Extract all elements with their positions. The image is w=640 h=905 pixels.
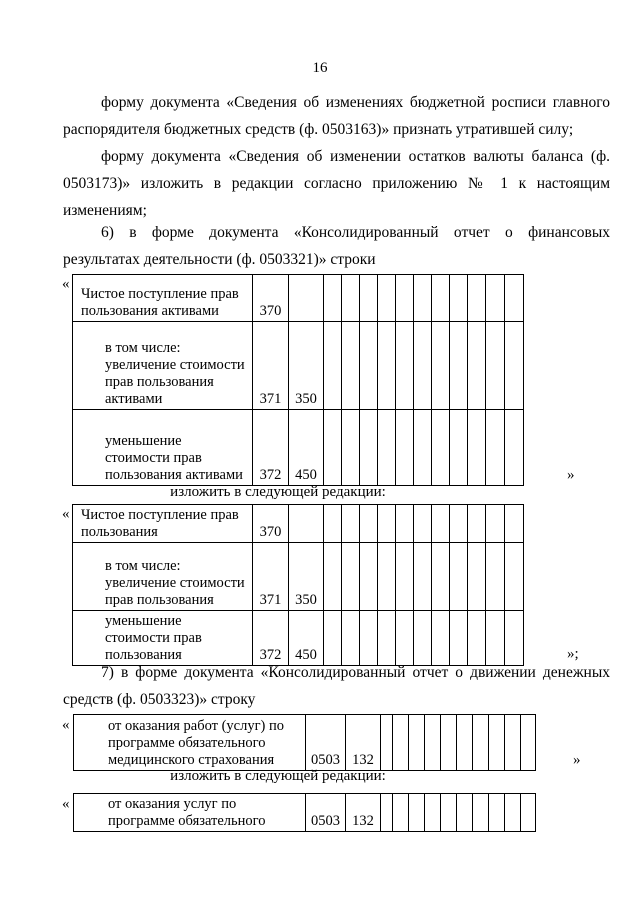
table-1-old bbox=[72, 274, 524, 486]
empty-cell bbox=[342, 322, 360, 410]
row-kosgu-code bbox=[289, 275, 324, 322]
empty-cell bbox=[432, 322, 450, 410]
empty-cell bbox=[432, 505, 450, 543]
empty-cell bbox=[396, 322, 414, 410]
empty-cell bbox=[378, 410, 396, 486]
table-row bbox=[73, 322, 524, 410]
empty-cell bbox=[414, 505, 432, 543]
quote-close: » bbox=[573, 752, 581, 768]
row-line-code: 371 bbox=[253, 322, 289, 410]
empty-cell bbox=[486, 410, 505, 486]
row-code-2: 132 bbox=[346, 715, 381, 771]
empty-cell bbox=[468, 275, 486, 322]
table-row bbox=[74, 715, 536, 771]
row-code-1: 0503 bbox=[306, 794, 346, 832]
empty-cell bbox=[360, 611, 378, 666]
row-label: Чистое поступление прав пользования активами bbox=[73, 275, 253, 322]
table-row bbox=[73, 410, 524, 486]
empty-cell bbox=[486, 275, 505, 322]
row-label: в том числе: увеличение стоимости прав пользования активами bbox=[73, 322, 253, 410]
empty-cell bbox=[450, 505, 468, 543]
empty-cell bbox=[486, 505, 505, 543]
quote-open: « bbox=[62, 506, 70, 522]
empty-cell bbox=[396, 505, 414, 543]
empty-cell bbox=[505, 611, 524, 666]
row-label: от оказания работ (услуг) по программе обязательного медицинского страхования bbox=[74, 715, 306, 771]
empty-cell bbox=[342, 505, 360, 543]
empty-cell bbox=[450, 322, 468, 410]
row-label: уменьшение стоимости прав пользования bbox=[73, 611, 253, 666]
table-row bbox=[73, 505, 524, 543]
row-line-code: 370 bbox=[253, 505, 289, 543]
row-kosgu-code: 450 bbox=[289, 611, 324, 666]
empty-cell bbox=[378, 505, 396, 543]
empty-cell bbox=[505, 505, 524, 543]
page-number: 16 bbox=[312, 60, 328, 76]
empty-cell bbox=[324, 611, 342, 666]
table-2-new bbox=[73, 793, 536, 832]
empty-cell bbox=[432, 543, 450, 611]
empty-cell bbox=[378, 275, 396, 322]
quote-open: « bbox=[62, 276, 70, 292]
empty-cell bbox=[450, 410, 468, 486]
row-line-code: 371 bbox=[253, 543, 289, 611]
quote-open: « bbox=[62, 717, 70, 733]
row-kosgu-code: 450 bbox=[289, 410, 324, 486]
empty-cell bbox=[342, 543, 360, 611]
row-line-code: 370 bbox=[253, 275, 289, 322]
paragraph-4: 7) в форме документа «Консолидированный отчет о движении денежных средств (ф. 0503323)» строку bbox=[63, 664, 610, 708]
empty-cell bbox=[414, 410, 432, 486]
paragraph-2: форму документа «Сведения об изменении остатков валюты баланса (ф. 0503173)» изложить в редакции согласно приложению № 1 к настоящим изменениям; bbox=[63, 148, 610, 219]
empty-cell bbox=[360, 275, 378, 322]
row-label: Чистое поступление прав пользования bbox=[73, 505, 253, 543]
empty-cell bbox=[414, 611, 432, 666]
replace-line-1: изложить в следующей редакции: bbox=[170, 484, 386, 500]
quote-close: » bbox=[567, 467, 575, 483]
table-row bbox=[74, 794, 536, 832]
row-line-code: 372 bbox=[253, 611, 289, 666]
empty-cell bbox=[505, 543, 524, 611]
empty-cell bbox=[396, 410, 414, 486]
paragraph-3: 6) в форме документа «Консолидированный отчет о финансовых результатах деятельности (ф. 0503321)» строки bbox=[63, 224, 610, 268]
table-row bbox=[73, 543, 524, 611]
empty-cell bbox=[432, 275, 450, 322]
empty-cell bbox=[468, 322, 486, 410]
paragraph-1: форму документа «Сведения об изменениях бюджетной росписи главного распорядителя бюджетных средств (ф. 0503163)» признать утратившей силу; bbox=[63, 94, 610, 138]
empty-cell bbox=[468, 410, 486, 486]
replace-line-2: изложить в следующей редакции: bbox=[170, 768, 386, 784]
row-code-2: 132 bbox=[346, 794, 381, 832]
empty-cell bbox=[432, 611, 450, 666]
row-label: от оказания услуг по программе обязательного bbox=[74, 794, 306, 832]
empty-cell bbox=[360, 410, 378, 486]
empty-cell bbox=[414, 275, 432, 322]
table-1-old-body bbox=[73, 275, 524, 486]
row-label: в том числе: увеличение стоимости прав пользования bbox=[73, 543, 253, 611]
empty-cell bbox=[450, 275, 468, 322]
empty-cell bbox=[378, 543, 396, 611]
empty-cell bbox=[378, 322, 396, 410]
empty-cell bbox=[396, 275, 414, 322]
empty-cell bbox=[342, 410, 360, 486]
table-row bbox=[73, 275, 524, 322]
empty-cell bbox=[324, 322, 342, 410]
quote-open: « bbox=[62, 796, 70, 812]
empty-cell bbox=[450, 611, 468, 666]
empty-cell bbox=[324, 410, 342, 486]
row-kosgu-code: 350 bbox=[289, 322, 324, 410]
empty-cell bbox=[342, 611, 360, 666]
empty-cell bbox=[486, 611, 505, 666]
empty-cell bbox=[505, 322, 524, 410]
empty-cell bbox=[324, 275, 342, 322]
empty-cell bbox=[360, 543, 378, 611]
empty-cell bbox=[360, 322, 378, 410]
table-1-new bbox=[72, 504, 524, 666]
empty-cell bbox=[324, 505, 342, 543]
row-kosgu-code bbox=[289, 505, 324, 543]
row-line-code: 372 bbox=[253, 410, 289, 486]
empty-cell bbox=[432, 410, 450, 486]
row-label: уменьшение стоимости прав пользования активами bbox=[73, 410, 253, 486]
table-2-old bbox=[73, 714, 536, 771]
empty-cell bbox=[360, 505, 378, 543]
empty-cell bbox=[342, 275, 360, 322]
quote-close-semicolon: »; bbox=[567, 646, 579, 662]
empty-cell bbox=[486, 322, 505, 410]
table-row bbox=[73, 611, 524, 666]
empty-cell bbox=[450, 543, 468, 611]
empty-cell bbox=[396, 543, 414, 611]
empty-cell bbox=[378, 611, 396, 666]
empty-cell bbox=[414, 543, 432, 611]
empty-cell bbox=[486, 543, 505, 611]
empty-cell bbox=[468, 543, 486, 611]
row-kosgu-code: 350 bbox=[289, 543, 324, 611]
table-1-new-body bbox=[73, 505, 524, 666]
empty-cell bbox=[505, 275, 524, 322]
empty-cell bbox=[396, 611, 414, 666]
row-code-1: 0503 bbox=[306, 715, 346, 771]
empty-cell bbox=[414, 322, 432, 410]
empty-cell bbox=[468, 611, 486, 666]
empty-cell bbox=[324, 543, 342, 611]
empty-cell bbox=[505, 410, 524, 486]
empty-cell bbox=[468, 505, 486, 543]
